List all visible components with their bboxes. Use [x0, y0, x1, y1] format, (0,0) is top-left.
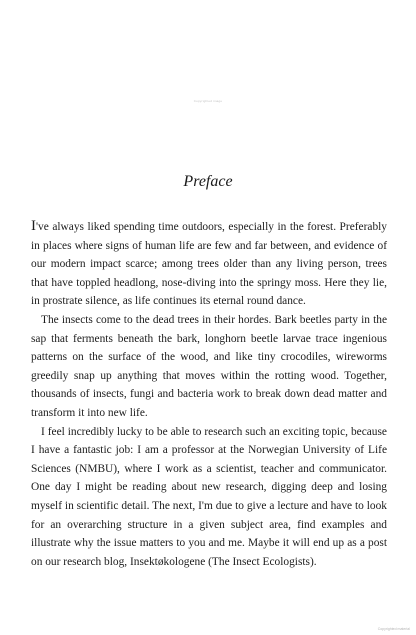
copyright-watermark-top: Copyrighted image — [193, 99, 223, 103]
chapter-title: Preface — [183, 173, 233, 190]
preface-body — [31, 218, 387, 571]
drop-initial: I — [31, 218, 36, 234]
copyright-watermark-bottom: Copyrighted material — [377, 627, 410, 631]
paragraph-3: I feel incredibly lucky to be able to research such an exciting topic, because I have a fantastic job: I am a professor at the Norwegian University of Life Sciences (NMBU), where I work as a scientist, teacher and communicator. One day I might be reading about new research, digging deep and losing myself in scientific detail. The next, I'm due to give a lecture and have to look for an overarching structure in a given subject area, find examples and illustrate why the issue matters to you and me. Maybe it will end up as a post on our research blog, Insektøkologene (The Insect Ecologists). — [31, 425, 387, 568]
paragraph-1 — [31, 218, 387, 311]
paragraph-1-text: 've always liked spending time outdoors, especially in the forest. Preferably in places where signs of human life are few and far between, and evidence of our modern impact scarce; among trees older than any living person, trees that have toppled headlong, nose-diving into the springy moss. Here they lie, in prostrate silence, as life continues its eternal round dance. — [31, 221, 387, 308]
paragraph-2: The insects come to the dead trees in their hordes. Bark beetles party in the sap that ferments beneath the bark, longhorn beetle larvae trace ingenious patterns on the surface of the wood, and like tiny crocodiles, wireworms greedily snap up anything that moves within the rotting wood. Together, thousands of insects, fungi and bacteria work to break down dead matter and transform it into new life. — [31, 313, 387, 419]
